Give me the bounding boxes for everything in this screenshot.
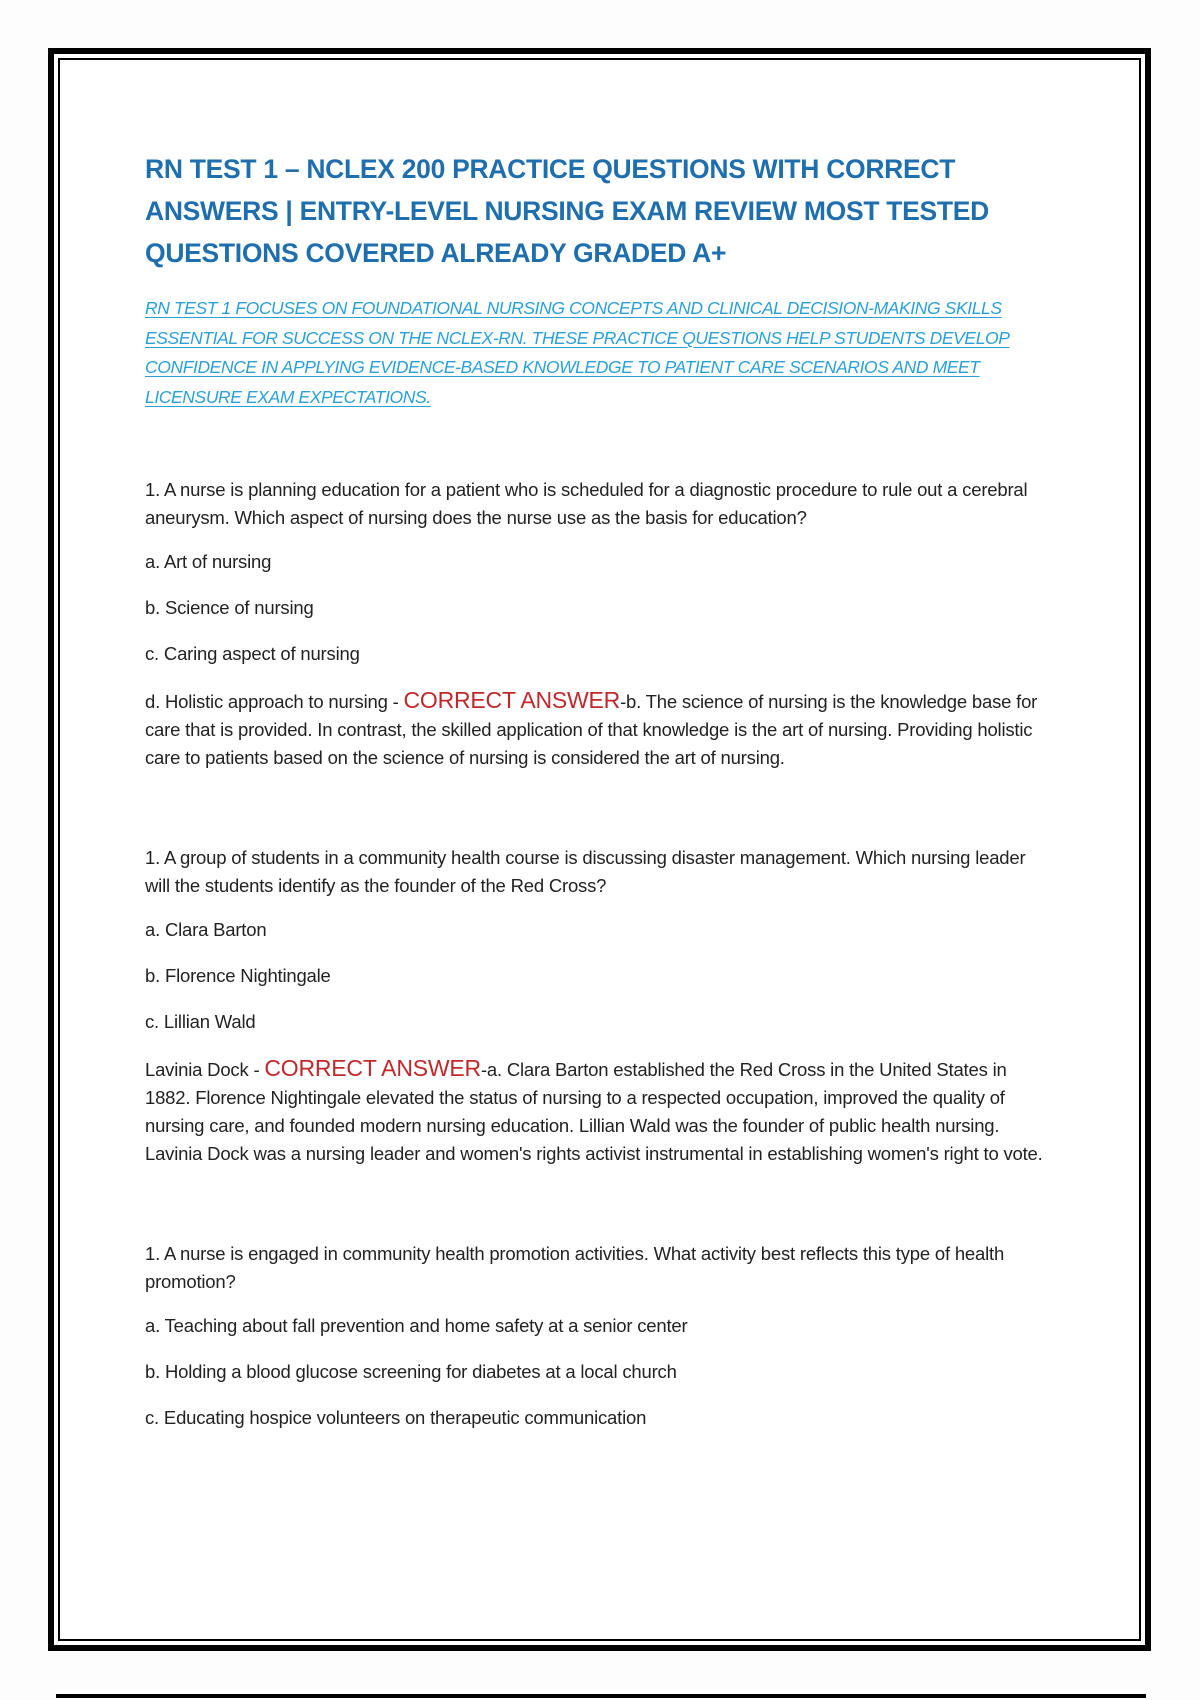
answer-rationale xyxy=(145,686,1055,772)
question-block xyxy=(145,1240,1055,1432)
document-body xyxy=(145,148,1055,1450)
last-option: d. Holistic approach to nursing - xyxy=(145,691,404,712)
question-block xyxy=(145,844,1055,1168)
rationale-text: -a. Clara Barton established the Red Cross in the United States in 1882. Florence Nightingale elevated the status of nursing to a respected occupation, improved the quality of nursing care, and founded modern nursing education. Lillian Wald was the founder of public health nursing. Lavinia Dock was a nursing leader and women's rights activist instrumental in establishing women's right to vote. xyxy=(145,1059,1043,1164)
answer-option: b. Florence Nightingale xyxy=(145,965,331,986)
next-page-border xyxy=(56,1694,1146,1698)
question-block xyxy=(145,476,1055,772)
answer-option: b. Science of nursing xyxy=(145,597,314,618)
correct-answer-label: CORRECT ANSWER xyxy=(403,687,621,713)
question-text: 1. A group of students in a community health course is discussing disaster management. Which nursing leader will the students identify as the founder of the Red Cross? xyxy=(145,847,1026,896)
question-text: 1. A nurse is planning education for a patient who is scheduled for a diagnostic procedure to rule out a cerebral aneurysm. Which aspect of nursing does the nurse use as the basis for education? xyxy=(145,479,1028,528)
answer-option: c. Educating hospice volunteers on therapeutic communication xyxy=(145,1407,647,1428)
correct-answer-label: CORRECT ANSWER xyxy=(264,1055,481,1081)
rationale-text: -b. The science of nursing is the knowledge base for care that is provided. In contrast, the skilled application of that knowledge is the art of nursing. Providing holistic care to patients based on the science of nursing is considered the art of nursing. xyxy=(145,691,1038,768)
last-option: Lavinia Dock - xyxy=(145,1059,265,1080)
answer-option: a. Clara Barton xyxy=(145,919,267,940)
answer-option: a. Art of nursing xyxy=(145,551,272,572)
document-subtitle-link[interactable]: RN TEST 1 FOCUSES ON FOUNDATIONAL NURSING CONCEPTS AND CLINICAL DECISION-MAKING SKILLS ESSENTIAL FOR SUCCESS ON THE NCLEX-RN. THESE PRACTICE QUESTIONS HELP STUDENTS DEVELOP CONFIDENCE IN APPLYING EVIDENCE-BASED KNOWLEDGE TO PATIENT CARE SCENARIOS AND MEET LICENSURE EXAM EXPECTATIONS. xyxy=(145,298,1010,407)
question-text: 1. A nurse is engaged in community health promotion activities. What activity best reflects this type of health promotion? xyxy=(145,1243,1005,1292)
answer-option: c. Lillian Wald xyxy=(145,1011,256,1032)
document-title: RN TEST 1 – NCLEX 200 PRACTICE QUESTIONS WITH CORRECT ANSWERS | ENTRY-LEVEL NURSING EXAM REVIEW MOST TESTED QUESTIONS COVERED ALREADY GRADED A+ xyxy=(145,154,990,268)
answer-option: a. Teaching about fall prevention and home safety at a senior center xyxy=(145,1315,688,1336)
answer-option: b. Holding a blood glucose screening for diabetes at a local church xyxy=(145,1361,677,1382)
answer-option: c. Caring aspect of nursing xyxy=(145,643,360,664)
answer-rationale xyxy=(145,1054,1055,1168)
